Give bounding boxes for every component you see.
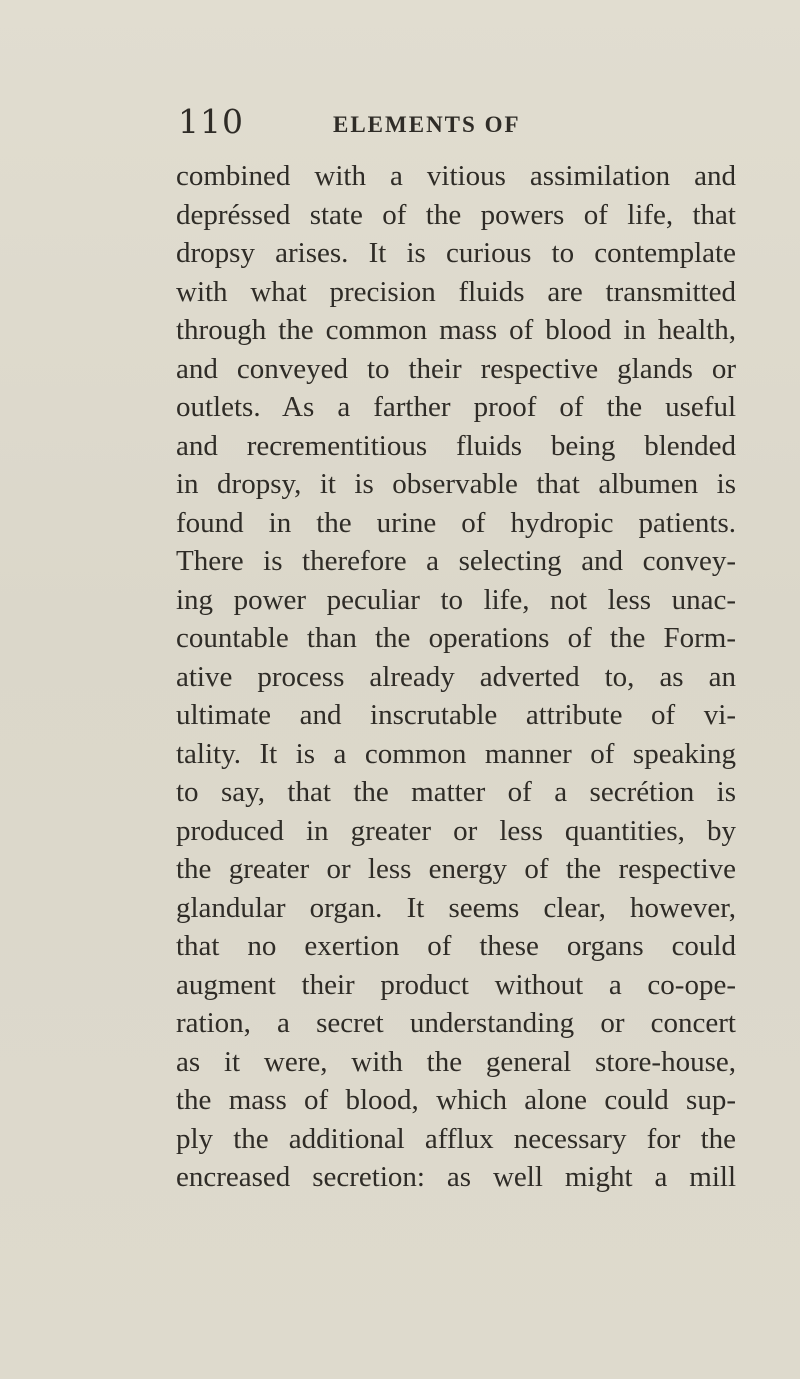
text-line: and recrementitious fluids being blended: [176, 429, 736, 462]
text-line: as it were, with the general store-house,: [176, 1045, 736, 1078]
text-line: encreased secretion: as well might a mill: [176, 1161, 736, 1193]
text-line: the greater or less energy of the respective: [176, 853, 736, 885]
text-line: outlets. As a farther proof of the useful: [176, 391, 736, 423]
text-line: ply the additional afflux necessary for the: [176, 1122, 736, 1155]
text-line: to say, that the matter of a secrétion is: [176, 776, 736, 808]
text-line: combined with a vitious assimilation and: [176, 160, 736, 192]
text-line: There is therefore a selecting and convey-: [176, 545, 736, 577]
text-line: dropsy arises. It is curious to contemplate: [176, 237, 736, 269]
text-line: countable than the operations of the Form-: [176, 622, 736, 654]
text-line: ultimate and inscrutable attribute of vi-: [176, 699, 736, 731]
text-line: the mass of blood, which alone could sup-: [176, 1084, 736, 1116]
text-line: in dropsy, it is observable that albumen is: [176, 468, 736, 500]
text-line: tality. It is a common manner of speaking: [176, 737, 736, 770]
text-line: ing power peculiar to life, not less unac-: [176, 583, 736, 616]
body-text: [176, 157, 736, 1197]
text-line: that no exertion of these organs could: [176, 930, 736, 962]
text-line: and conveyed to their respective glands or: [176, 352, 736, 385]
text-line: depréssed state of the powers of life, that: [176, 198, 736, 231]
running-head: ELEMENTS OF: [333, 112, 521, 137]
text-line: found in the urine of hydropic patients.: [176, 506, 736, 539]
text-line: glandular organ. It seems clear, however,: [176, 891, 736, 924]
text-line: produced in greater or less quantities, by: [176, 814, 736, 847]
text-line: augment their product without a co-ope-: [176, 968, 736, 1001]
text-line: ration, a secret understanding or concert: [176, 1007, 736, 1039]
text-line: with what precision fluids are transmitted: [176, 275, 736, 308]
text-line: through the common mass of blood in health,: [176, 314, 736, 346]
page-number: 110: [178, 102, 244, 141]
text-line: ative process already adverted to, as an: [176, 660, 736, 693]
page-header: [178, 98, 738, 148]
